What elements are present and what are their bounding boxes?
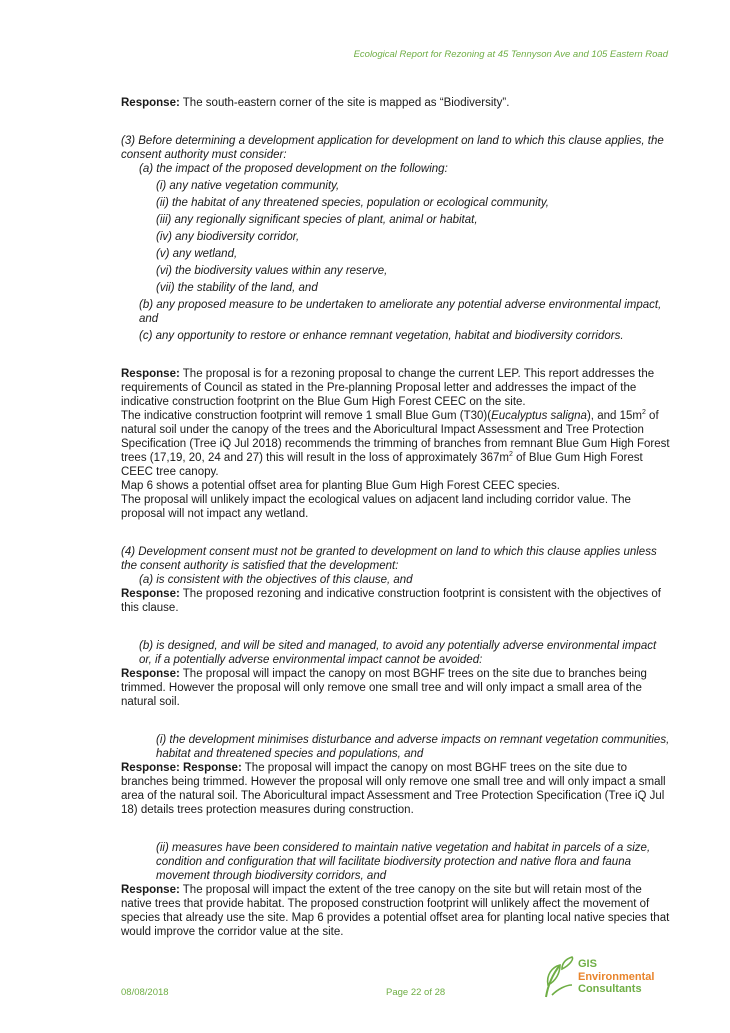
clause-3a: (a) the impact of the proposed development on the following: — [139, 163, 448, 175]
response-label: Response: — [121, 368, 180, 380]
clause-4b: (b) is designed, and will be sited and managed, to avoid any potentially adverse environmental impact or, if a potentially adverse environmental impact cannot be avoided: — [139, 640, 657, 666]
logo-line-2: Environmental — [578, 970, 655, 983]
logo-wordmark — [578, 958, 654, 996]
response-paragraph — [121, 96, 670, 110]
response-label: Response: — [121, 97, 180, 109]
footprint-paragraph — [121, 409, 670, 479]
response-text: The proposed rezoning and indicative construction footprint is consistent with the objectives of this clause. — [121, 588, 661, 614]
clause-4: (4) Development consent must not be granted to development on land to which this clause applies unless the consent authority is satisfied that the development: — [121, 546, 657, 572]
text-run: ), and 15m — [586, 410, 642, 422]
response-label: Response: Response: — [121, 762, 242, 774]
text-run: of natural soil under the canopy of the trees and the Aboricultural Impact Assessment and Tree Protection Specification (Tree iQ Jul 2018) recommends the trimming of branches from remnant Blue Gum High Forest trees (17,19, 20, 24 and 27) this will result in the loss of approximately 367m — [121, 410, 670, 464]
clause-3a-v: (v) any wetland, — [156, 248, 238, 260]
response-paragraph — [121, 883, 670, 939]
logo-line-3: Consultants — [578, 983, 642, 995]
footer-date: 08/08/2018 — [121, 987, 169, 998]
clause-3a-iii: (iii) any regionally significant species of plant, animal or habitat, — [156, 214, 478, 226]
superscript: 2 — [509, 451, 513, 459]
impact-paragraph: The proposal will unlikely impact the ecological values on adjacent land including corridor value. The proposal will not impact any wetland. — [121, 494, 631, 520]
leaf-logo-icon — [538, 955, 578, 999]
clause-3a-iv: (iv) any biodiversity corridor, — [156, 231, 300, 243]
clause-3a-ii: (ii) the habitat of any threatened species, population or ecological community, — [156, 197, 549, 209]
response-paragraph — [121, 367, 670, 409]
text-run: of Blue Gum High Forest CEEC tree canopy. — [121, 452, 643, 478]
response-label: Response: — [121, 588, 180, 600]
text-run: The indicative construction footprint will remove 1 small Blue Gum (T30)( — [121, 410, 492, 422]
response-paragraph — [121, 761, 670, 817]
clause-3: (3) Before determining a development application for development on land to which this clause applies, the consent authority must consider: — [121, 135, 664, 161]
response-paragraph — [121, 667, 670, 709]
logo-line-1: GIS — [578, 958, 597, 970]
clause-3a-vi: (vi) the biodiversity values within any reserve, — [156, 265, 388, 277]
clause-3c: (c) any opportunity to restore or enhance remnant vegetation, habitat and biodiversity corridors. — [139, 330, 624, 342]
clause-4b-ii: (ii) measures have been considered to maintain native vegetation and habitat in parcels of a size, condition and configuration that will facilitate biodiversity protection and native flora and fauna movement through biodiversity corridors, and — [156, 842, 651, 882]
response-text: The proposal will impact the canopy on most BGHF trees on the site due to branches being trimmed. However the proposal will only remove one small tree and will only impact a small area of the natural soil. — [121, 668, 647, 708]
response-paragraph — [121, 587, 670, 615]
species-name: Eucalyptus saligna — [491, 410, 587, 422]
response-text: The proposal is for a rezoning proposal to change the current LEP. This report addresses the requirements of Council as stated in the Pre-planning Proposal letter and addresses the impact of the indicative construction footprint on the Blue Gum High Forest CEEC on the site. — [121, 368, 655, 408]
response-label: Response: — [121, 668, 180, 680]
response-text: The south-eastern corner of the site is mapped as “Biodiversity”. — [179, 97, 510, 109]
response-label: Response: — [121, 884, 180, 896]
company-logo — [538, 955, 678, 1000]
clause-3b: (b) any proposed measure to be undertaken to ameliorate any potential adverse environmental impact, and — [139, 299, 662, 325]
response-text: The proposal will impact the extent of the tree canopy on the site but will retain most of the native trees that provide habitat. The proposed construction footprint will unlikely affect the movement of species that already use the site. Map 6 provides a potential offset area for planting local native species that would improve the corridor value at the site. — [121, 884, 670, 938]
response-text: The proposal will impact the canopy on most BGHF trees on the site due to branches being trimmed. However the proposal will only remove one small tree and will only impact a small area of the natural soil. The Aboricultural impact Assessment and Tree Protection Specification (Tree iQ Jul 18) details trees protection measures during construction. — [121, 762, 666, 816]
clause-4b-i: (i) the development minimises disturbance and adverse impacts on remnant vegetation communities, habitat and threatened species and populations, and — [156, 734, 670, 760]
clause-3a-vii: (vii) the stability of the land, and — [156, 282, 318, 294]
clause-3a-i: (i) any native vegetation community, — [156, 180, 340, 192]
map6-paragraph: Map 6 shows a potential offset area for planting Blue Gum High Forest CEEC species. — [121, 480, 560, 492]
clause-4a: (a) is consistent with the objectives of this clause, and — [139, 574, 413, 586]
footer-page-number: Page 22 of 28 — [386, 987, 446, 998]
document-body — [121, 96, 670, 939]
page-header: Ecological Report for Rezoning at 45 Tennyson Ave and 105 Eastern Road — [353, 49, 668, 60]
superscript: 2 — [641, 409, 646, 417]
